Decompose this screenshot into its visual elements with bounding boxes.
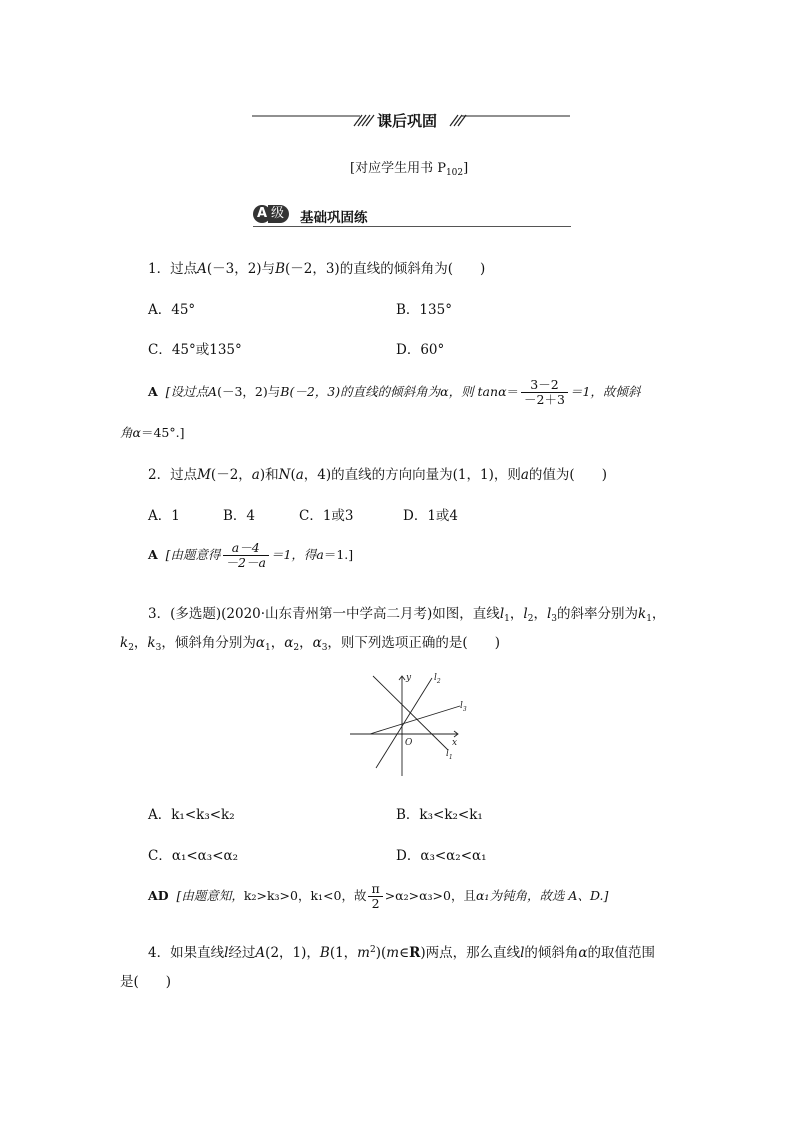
y-label: y xyxy=(406,673,412,683)
page-title: 课后巩固 xyxy=(377,112,438,130)
q2-stem: 2．过点M(－2，a)和N(a，4)的直线的方向向量为(1，1)，则a的值为( ) xyxy=(148,467,607,483)
q2-option-b: B．4 xyxy=(223,508,256,524)
line-l3 xyxy=(370,706,460,734)
q3-stem-line2: $k_2$，$k_3$，倾斜角分别为$\alpha_1$，$\alpha_2$，$\alpha_3$，则下列选项正确的是( ) xyxy=(120,635,500,653)
q1-solution: A [设过点A(－3，2)与B(－2，3)的直线的倾斜角为α，则 tanα＝ $\frac{3-2}{-2+3}$ ＝1，故倾斜 xyxy=(148,377,641,407)
q2-answer: A xyxy=(148,546,158,562)
section-rule xyxy=(253,226,571,227)
l1-label: $l_1$ xyxy=(446,749,453,761)
q1-option-d: D．60° xyxy=(396,342,445,358)
badge-text: 级 xyxy=(268,205,289,223)
q1-option-c: C．45°或135° xyxy=(148,342,242,358)
q3-option-d: D．α₃<α₂<α₁ xyxy=(396,848,487,864)
q4-stem: 4．如果直线l经过A(2，1)，B(1，$m^2)(m\in R)$两点，那么直线l的倾斜角α的取值范围 xyxy=(148,945,656,961)
q1-answer: A xyxy=(148,383,158,399)
x-label: x xyxy=(452,738,458,748)
q3-solution: AD [由题意知，k₂>k₃>0，k₁<0，故 $\frac{\pi}{2}$ >α₂>α₃>0，且α₁为钝角，故选 A、D.] xyxy=(148,881,609,911)
q1-fraction: $\frac{3-2}{-2+3}$ xyxy=(521,378,568,407)
q2-fraction: $\frac{a-4}{-2-a}$ xyxy=(223,541,269,570)
q4-stem-line2: 是( ) xyxy=(120,974,172,990)
q3-stem: 3．(多选题)(2020·山东青州第一中学高二月考)如图，直线$l_1$，$l_2$，$l_3$的斜率分别为$k_1$， xyxy=(148,606,666,624)
q1-option-b: B．135° xyxy=(396,302,452,318)
book-reference: [对应学生用书 $P_{102}$] xyxy=(350,161,469,178)
q2-option-a: A．1 xyxy=(148,508,180,524)
l2-label: $l_2$ xyxy=(434,673,441,685)
section-title: 基础巩固练 xyxy=(300,210,368,226)
origin-label: O xyxy=(405,738,413,748)
l3-label: $l_3$ xyxy=(460,701,467,713)
q3-option-a: A．k₁<k₃<k₂ xyxy=(148,807,235,823)
q3-answer: AD xyxy=(148,887,169,903)
q2-option-d: D．1或4 xyxy=(403,508,459,524)
section-badge xyxy=(253,205,289,223)
badge-letter: A xyxy=(253,205,271,223)
q3-option-b: B．k₃<k₂<k₁ xyxy=(396,807,483,823)
q1-option-a: A．45° xyxy=(148,302,196,318)
q2-solution: A [由题意得 $\frac{a-4}{-2-a}$ ＝1，得a＝1.] xyxy=(148,540,354,570)
q1-stem: 1．过点A(－3，2)与B(－2，3)的直线的倾斜角为( ) xyxy=(148,261,486,277)
q1-solution-line2: 角α＝45°.] xyxy=(120,425,185,440)
q3-option-c: C．α₁<α₃<α₂ xyxy=(148,848,239,864)
q3-fraction: $\frac{\pi}{2}$ xyxy=(368,882,382,911)
q2-option-c: C．1或3 xyxy=(299,508,354,524)
q3-figure xyxy=(348,668,472,780)
